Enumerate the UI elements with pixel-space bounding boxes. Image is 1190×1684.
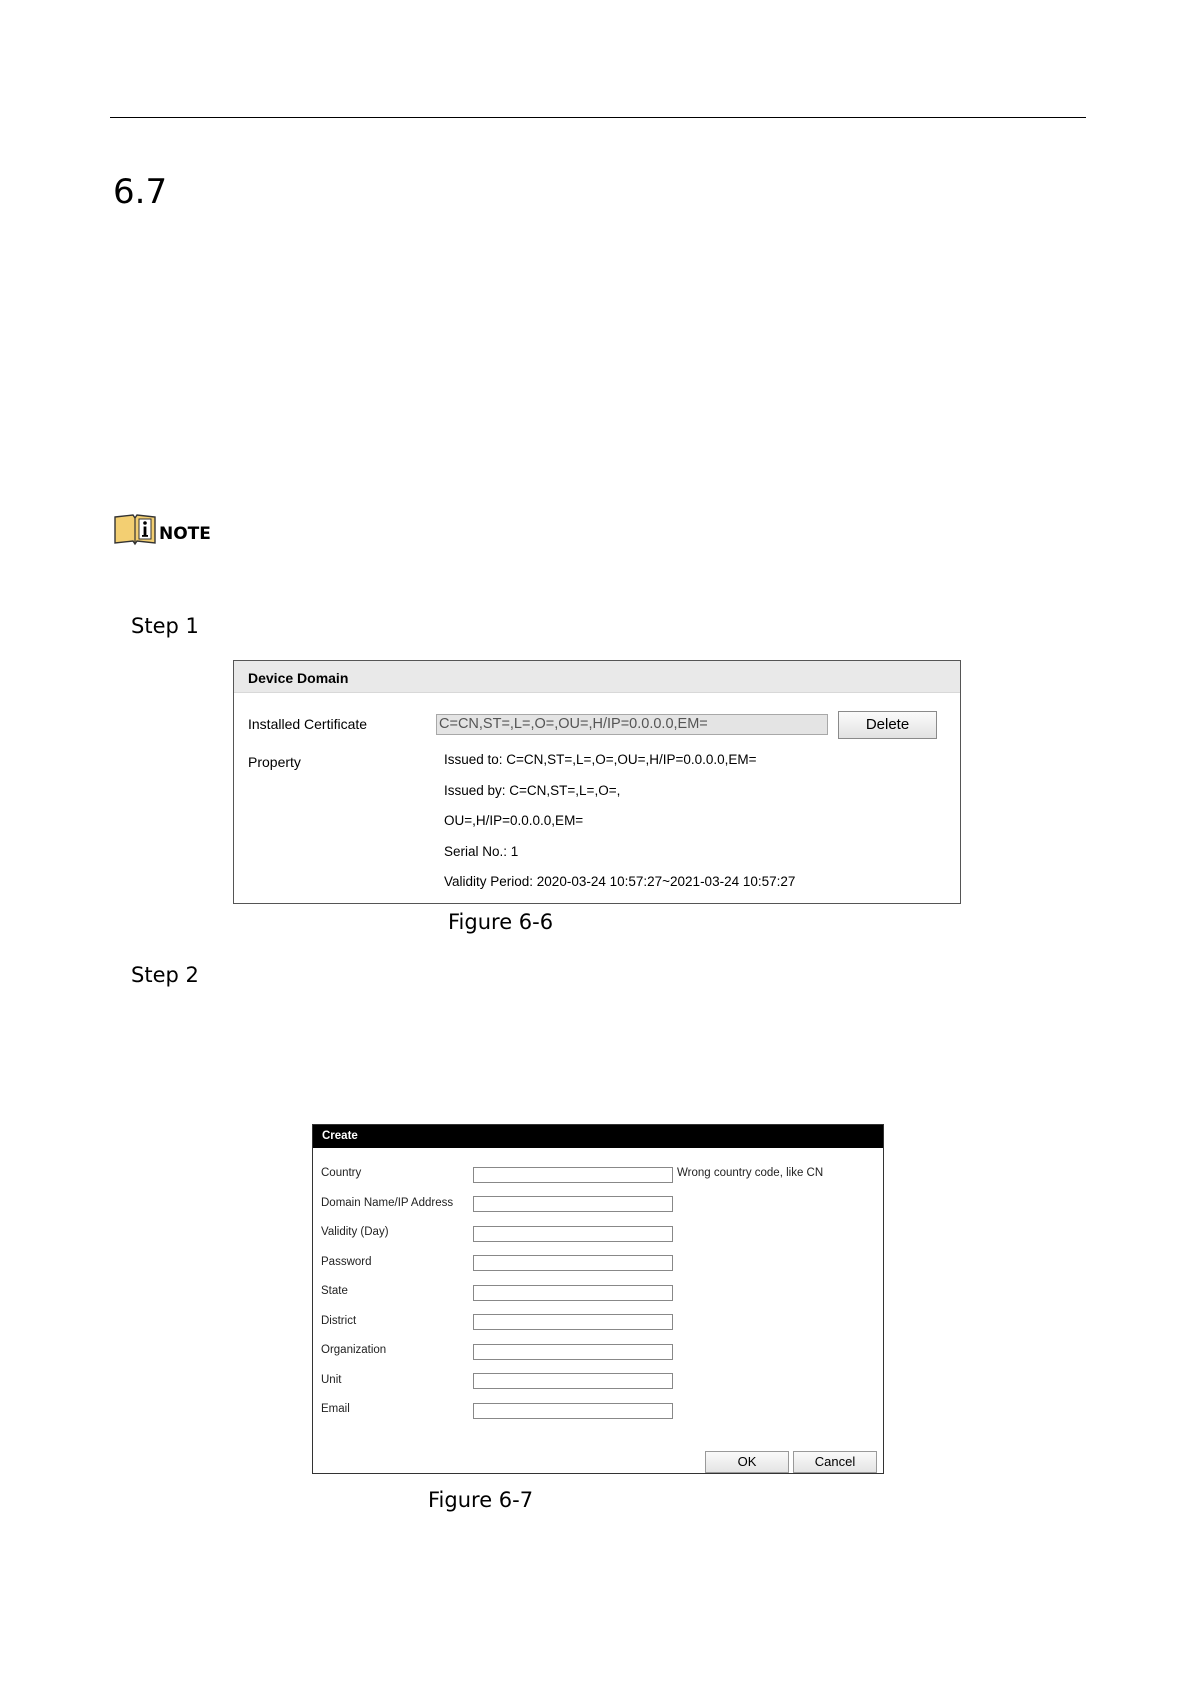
property-label: Property [248,754,301,770]
validity-input[interactable] [473,1226,673,1242]
email-input[interactable] [473,1403,673,1419]
state-input[interactable] [473,1285,673,1301]
property-line: Issued by: C=CN,ST=,L=,O=, [444,783,621,798]
password-input[interactable] [473,1255,673,1271]
domain-name-label: Domain Name/IP Address [321,1197,454,1209]
state-label: State [321,1285,348,1297]
info-book-icon [113,512,157,546]
country-input[interactable] [473,1167,673,1183]
validity-label: Validity (Day) [321,1226,389,1238]
step-1-label: Step 1 [131,614,199,638]
figure-caption: Figure 6-6 [448,910,554,934]
organization-label: Organization [321,1344,387,1356]
installed-certificate-field: C=CN,ST=,L=,O=,OU=,H/IP=0.0.0.0,EM= [436,714,828,735]
property-line: Serial No.: 1 [444,844,519,859]
ok-button[interactable]: OK [705,1451,789,1473]
property-line: OU=,H/IP=0.0.0.0,EM= [444,813,584,828]
unit-input[interactable] [473,1373,673,1389]
district-input[interactable] [473,1314,673,1330]
domain-name-input[interactable] [473,1196,673,1212]
country-label: Country [321,1167,362,1179]
district-label: District [321,1315,357,1327]
unit-label: Unit [321,1374,342,1386]
panel-title: Device Domain [248,670,349,686]
dialog-header [313,1125,883,1148]
installed-certificate-label: Installed Certificate [248,716,368,732]
dialog-title: Create [322,1130,358,1142]
create-certificate-dialog [312,1124,884,1474]
device-domain-panel [233,660,961,904]
header-rule [110,117,1086,118]
property-line: Validity Period: 2020-03-24 10:57:27~2021-03-24 10:57:27 [444,874,796,889]
delete-button[interactable]: Delete [838,711,937,739]
note-callout [113,512,211,546]
figure-caption: Figure 6-7 [428,1488,534,1512]
section-number: 6.7 [113,172,168,212]
email-label: Email [321,1403,350,1415]
organization-input[interactable] [473,1344,673,1360]
cancel-button[interactable]: Cancel [793,1451,877,1473]
note-label: NOTE [159,524,211,544]
step-2-label: Step 2 [131,963,199,987]
country-hint: Wrong country code, like CN [677,1167,824,1179]
property-line: Issued to: C=CN,ST=,L=,O=,OU=,H/IP=0.0.0.0,EM= [444,752,757,767]
panel-header [234,661,960,693]
password-label: Password [321,1256,372,1268]
